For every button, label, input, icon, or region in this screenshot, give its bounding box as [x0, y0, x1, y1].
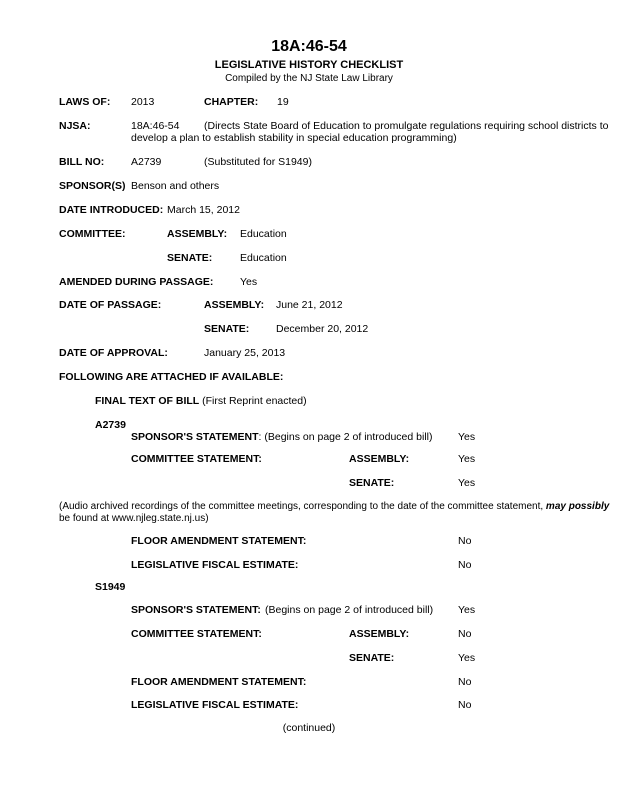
chapter-value: 19: [277, 96, 289, 108]
audio-note-text: (Audio archived recordings of the committee meetings, corresponding to the date of the committee statement,: [59, 501, 544, 512]
bill-no-note: (Substituted for S1949): [204, 156, 312, 168]
bill-no-label: BILL NO:: [59, 156, 105, 168]
s1949-assembly-value: No: [458, 628, 472, 640]
audio-note-line2: be found at www.njleg.state.nj.us): [59, 513, 209, 524]
page-title: LEGISLATIVE HISTORY CHECKLIST: [214, 59, 404, 71]
s1949-sponsor-label: SPONSOR'S STATEMENT:: [131, 604, 261, 616]
a2739-senate-value: Yes: [458, 477, 476, 489]
committee-senate-value: Education: [240, 252, 287, 264]
s1949-fiscal-label: LEGISLATIVE FISCAL ESTIMATE:: [131, 699, 299, 711]
final-text-row: [95, 395, 307, 408]
continued-footer: (continued): [282, 722, 336, 734]
s1949-sponsor-note: (Begins on page 2 of introduced bill): [265, 604, 434, 616]
bill-no-value: A2739: [131, 156, 162, 168]
s1949-heading: S1949: [95, 581, 126, 593]
passage-assembly-value: June 21, 2012: [276, 299, 343, 311]
njsa-label: NJSA:: [59, 120, 91, 132]
committee-assembly-label: ASSEMBLY:: [167, 228, 228, 240]
date-introduced-value: March 15, 2012: [167, 204, 240, 216]
approval-value: January 25, 2013: [204, 347, 286, 359]
sponsors-value: Benson and others: [131, 180, 220, 192]
s1949-sponsor-value: Yes: [458, 604, 476, 616]
a2739-floor-label: FLOOR AMENDMENT STATEMENT:: [131, 535, 307, 547]
a2739-sponsor-label: SPONSOR'S STATEMENT: [131, 431, 259, 443]
s1949-assembly-label: ASSEMBLY:: [349, 628, 410, 640]
page-citation: 18A:46-54: [271, 38, 347, 55]
a2739-heading: A2739: [95, 419, 126, 431]
s1949-senate-label: SENATE:: [349, 652, 395, 664]
committee-assembly-value: Education: [240, 228, 287, 240]
a2739-assembly-label: ASSEMBLY:: [349, 453, 410, 465]
passage-label: DATE OF PASSAGE:: [59, 299, 162, 311]
amended-value: Yes: [240, 276, 258, 288]
njsa-description-line2: develop a plan to establish stability in special education programming): [131, 132, 457, 144]
passage-assembly-label: ASSEMBLY:: [204, 299, 265, 311]
laws-of-year: 2013: [131, 96, 155, 108]
a2739-fiscal-value: No: [458, 559, 472, 571]
njsa-description-line1: (Directs State Board of Education to promulgate regulations requiring school districts to: [204, 120, 609, 132]
date-introduced-label: DATE INTRODUCED:: [59, 204, 164, 216]
amended-label: AMENDED DURING PASSAGE:: [59, 276, 214, 288]
s1949-floor-label: FLOOR AMENDMENT STATEMENT:: [131, 676, 307, 688]
passage-senate-label: SENATE:: [204, 323, 250, 335]
committee-senate-label: SENATE:: [167, 252, 213, 264]
page-subtitle: Compiled by the NJ State Law Library: [225, 73, 393, 84]
a2739-sponsor-note: : (Begins on page 2 of introduced bill): [258, 431, 433, 443]
a2739-senate-label: SENATE:: [349, 477, 395, 489]
a2739-sponsor-row: [131, 431, 433, 444]
laws-of-label: LAWS OF:: [59, 96, 111, 108]
s1949-committee-label: COMMITTEE STATEMENT:: [131, 628, 262, 640]
committee-label: COMMITTEE:: [59, 228, 126, 240]
approval-label: DATE OF APPROVAL:: [59, 347, 168, 359]
a2739-floor-value: No: [458, 535, 472, 547]
final-text-label: FINAL TEXT OF BILL: [95, 395, 200, 407]
njsa-value: 18A:46-54: [131, 120, 180, 132]
s1949-floor-value: No: [458, 676, 472, 688]
a2739-sponsor-value: Yes: [458, 431, 476, 443]
final-text-note: (First Reprint enacted): [202, 395, 307, 407]
chapter-label: CHAPTER:: [204, 96, 259, 108]
a2739-fiscal-label: LEGISLATIVE FISCAL ESTIMATE:: [131, 559, 299, 571]
a2739-assembly-value: Yes: [458, 453, 476, 465]
a2739-committee-label: COMMITTEE STATEMENT:: [131, 453, 262, 465]
passage-senate-value: December 20, 2012: [276, 323, 369, 335]
attached-heading: FOLLOWING ARE ATTACHED IF AVAILABLE:: [59, 371, 284, 383]
s1949-fiscal-value: No: [458, 699, 472, 711]
s1949-senate-value: Yes: [458, 652, 476, 664]
sponsors-label: SPONSOR(S): [59, 180, 126, 192]
audio-note-emphasis: may possibly: [545, 501, 610, 512]
